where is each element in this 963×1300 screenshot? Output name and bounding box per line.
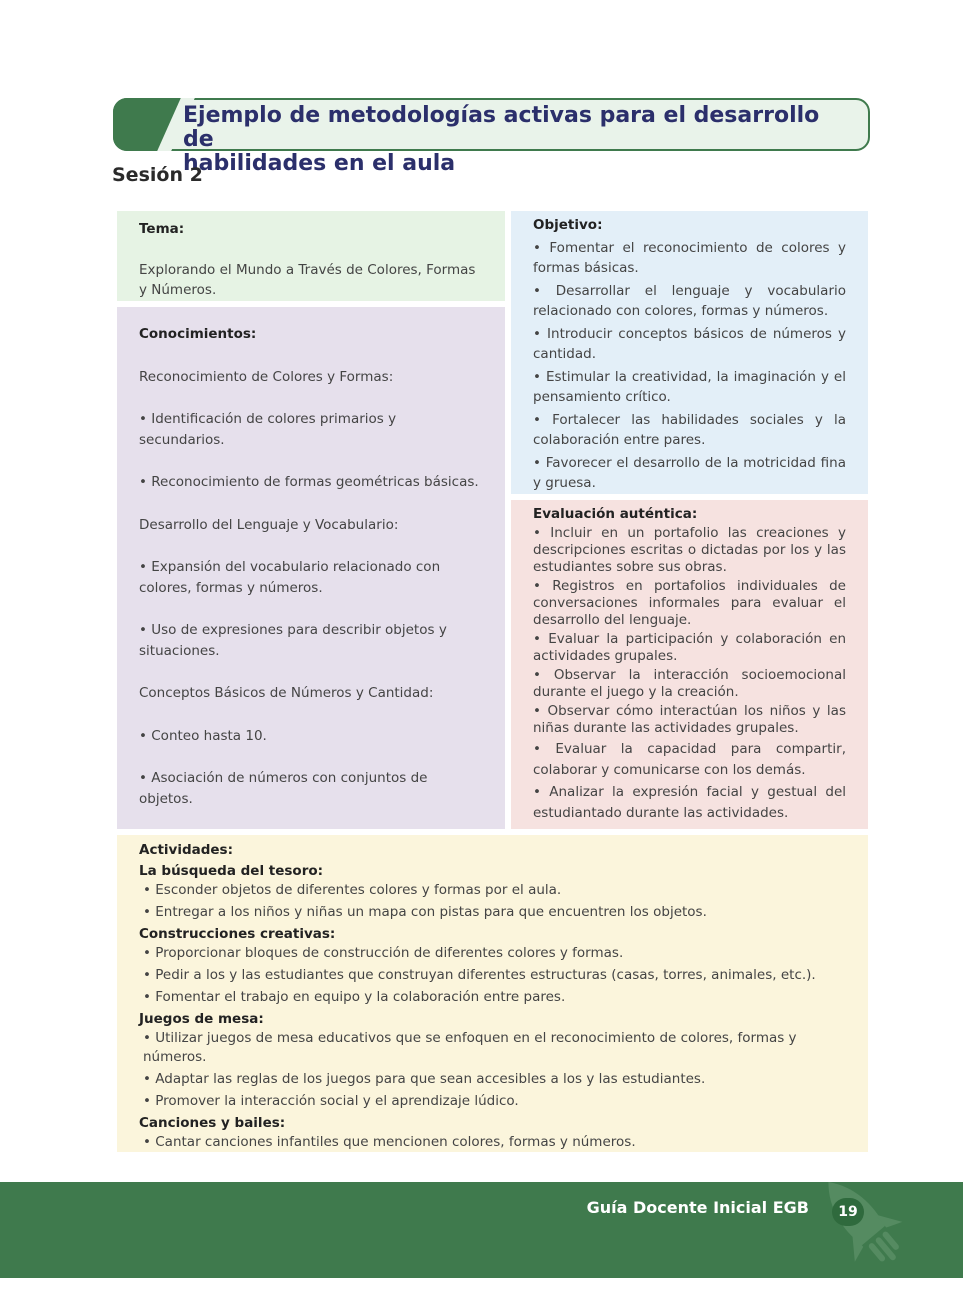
objetivo-item: • Favorecer el desarrollo de la motricidad fina y gruesa. — [533, 454, 846, 491]
footer-title: Guía Docente Inicial EGB — [586, 1198, 809, 1217]
evaluacion-item: • Registros en portafolios individuales de conversaciones informales para evaluar el desarrollo del lenguaje. — [533, 578, 846, 628]
objetivo-box — [511, 211, 868, 494]
activity-group-title: Juegos de mesa: — [139, 1011, 264, 1027]
objetivo-item: • Fomentar el reconocimiento de colores y formas básicas. — [533, 239, 846, 276]
page-footer — [0, 1182, 963, 1278]
activity-item: • Esconder objetos de diferentes colores y formas por el aula. — [143, 882, 562, 898]
objetivo-label: Objetivo: — [533, 217, 603, 233]
actividades-label: Actividades: — [139, 842, 233, 858]
activity-item: • Proporcionar bloques de construcción de diferentes colores y formas. — [143, 945, 624, 961]
conocimientos-line: Reconocimiento de Colores y Formas: — [139, 368, 394, 385]
conocimientos-line: • Conteo hasta 10. — [139, 727, 267, 744]
tema-label: Tema: — [139, 221, 185, 237]
evaluacion-label: Evaluación auténtica: — [533, 506, 698, 522]
conocimientos-label: Conocimientos: — [139, 326, 257, 342]
conocimientos-box — [117, 307, 505, 829]
evaluacion-item: • Analizar la expresión facial y gestual del estudiantado durante las actividades. — [533, 784, 846, 821]
evaluacion-item: • Observar la interacción socioemocional durante el juego y la creación. — [533, 667, 846, 700]
actividades-box — [117, 835, 868, 1152]
conocimientos-line: • Reconocimiento de formas geométricas básicas. — [139, 474, 479, 490]
conocimientos-line: Desarrollo del Lenguaje y Vocabulario: — [139, 516, 399, 533]
objetivo-item: • Desarrollar el lenguaje y vocabulario relacionado con colores, formas y números. — [533, 282, 846, 319]
activity-item: • Pedir a los y las estudiantes que construyan diferentes estructuras (casas, torres, animales, etc.). — [143, 967, 816, 983]
objetivo-item: • Introducir conceptos básicos de números y cantidad. — [533, 325, 846, 362]
activity-item: • Fomentar el trabajo en equipo y la colaboración entre pares. — [143, 989, 566, 1005]
evaluacion-item: • Incluir en un portafolio las creaciones y descripciones escritas o dictadas por los y las estudiantes sobre sus obras. — [533, 525, 846, 575]
page-title — [183, 104, 852, 176]
conocimientos-line: • Asociación de números con conjuntos de objetos. — [139, 770, 428, 807]
page-number: 19 — [832, 1198, 864, 1226]
activity-item: • Promover la interacción social y el aprendizaje lúdico. — [143, 1093, 519, 1109]
activity-group-title: Canciones y bailes: — [139, 1115, 286, 1131]
activity-group-title: Construcciones creativas: — [139, 926, 336, 942]
conocimientos-line: • Identificación de colores primarios y secundarios. — [139, 411, 397, 448]
activity-item: • Entregar a los niños y niñas un mapa con pistas para que encuentren los objetos. — [143, 904, 707, 920]
session-heading: Sesión 2 — [112, 164, 203, 186]
activity-item: • Adaptar las reglas de los juegos para que sean accesibles a los y las estudiantes. — [143, 1071, 706, 1087]
conocimientos-line: • Expansión del vocabulario relacionado con colores, formas y números. — [139, 559, 441, 596]
evaluacion-item: • Evaluar la participación y colaboración en actividades grupales. — [533, 631, 846, 664]
evaluacion-item: • Observar cómo interactúan los niños y las niñas durante las actividades grupales. — [533, 703, 846, 736]
title-line-1: Ejemplo de metodologías activas para el desarrollo de — [183, 103, 820, 152]
activity-item: • Utilizar juegos de mesa educativos que se enfoquen en el reconocimiento de colores, formas y números. — [143, 1030, 797, 1065]
conocimientos-line: Conceptos Básicos de Números y Cantidad: — [139, 685, 434, 701]
title-line-2: habilidades en el aula — [183, 151, 456, 176]
objetivo-item: • Fortalecer las habilidades sociales y la colaboración entre pares. — [533, 411, 846, 448]
conocimientos-line: • Uso de expresiones para describir objetos y situaciones. — [139, 622, 447, 659]
tema-text: Explorando el Mundo a Través de Colores, Formas y Números. — [139, 261, 476, 298]
activity-item: • Cantar canciones infantiles que mencionen colores, formas y números. — [143, 1134, 636, 1150]
objetivo-item: • Estimular la creatividad, la imaginación y el pensamiento crítico. — [533, 368, 846, 405]
evaluacion-box — [511, 500, 868, 829]
tema-box — [117, 211, 505, 301]
rocket-icon — [812, 1182, 922, 1278]
evaluacion-item: • Evaluar la capacidad para compartir, colaborar y comunicarse con los demás. — [533, 741, 846, 778]
activity-group-title: La búsqueda del tesoro: — [139, 863, 324, 879]
